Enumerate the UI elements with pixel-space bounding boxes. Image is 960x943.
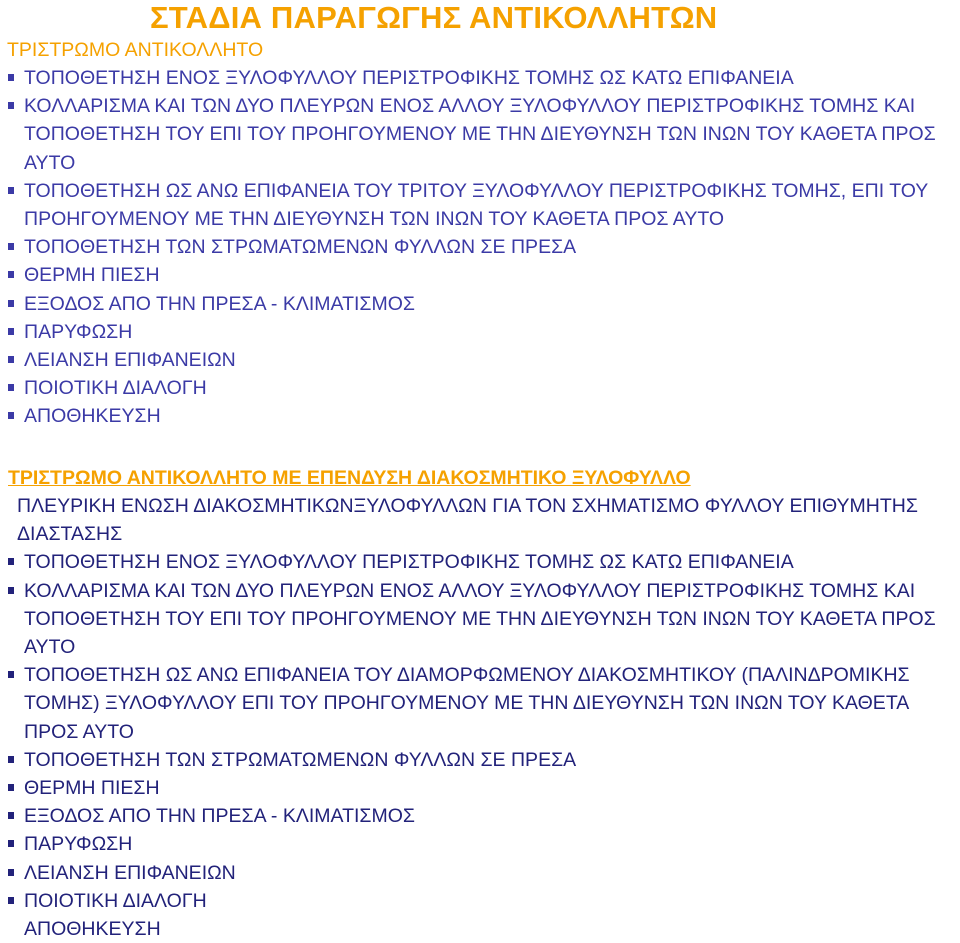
square-bullet-icon [8,784,14,791]
list-item: ΚΟΛΛΑΡΙΣΜΑ ΚΑΙ ΤΩΝ ΔΥΟ ΠΛΕΥΡΩΝ ΕΝΟΣ ΑΛΛΟΥ ΞΥΛΟΦΥΛΛΟΥ ΠΕΡΙΣΤΡΟΦΙΚΗΣ ΤΟΜΗΣ ΚΑΙ ΤΟΠΟΘΕΤΗΣΗ ΤΟΥ ΕΠΙ ΤΟΥ ΠΡΟΗΓΟΥΜΕΝΟΥ ΜΕ ΤΗΝ ΔΙΕΥΘΥΝΣΗ ΤΩΝ ΙΝΩΝ ΤΟΥ ΚΑΘΕΤΑ ΠΡΟΣ ΑΥΤΟ [7,92,957,177]
square-bullet-icon [8,869,14,876]
list-item: ΤΟΠΟΘΕΤΗΣΗ ΤΩΝ ΣΤΡΩΜΑΤΩΜΕΝΩΝ ΦΥΛΛΩΝ ΣΕ ΠΡΕΣΑ [7,746,957,774]
square-bullet-icon [8,271,14,278]
list-item: ΠΑΡΥΦΩΣΗ [7,318,957,346]
square-bullet-icon [8,328,14,335]
list-item: ΕΞΟΔΟΣ ΑΠΟ ΤΗΝ ΠΡΕΣΑ - ΚΛΙΜΑΤΙΣΜΟΣ [7,802,957,830]
square-bullet-icon [8,243,14,250]
square-bullet-icon [8,812,14,819]
page-title: ΣΤΑΔΙΑ ΠΑΡΑΓΩΓΗΣ ΑΝΤΙΚΟΛΛΗΤΩΝ [150,0,718,35]
square-bullet-icon [8,587,14,594]
list-item: ΘΕΡΜΗ ΠΙΕΣΗ [7,261,957,289]
square-bullet-icon [8,384,14,391]
list-item: ΛΕΙΑΝΣΗ ΕΠΙΦΑΝΕΙΩΝ [7,859,957,887]
square-bullet-icon [8,187,14,194]
square-bullet-icon [8,102,14,109]
section-plain-plywood [7,36,957,431]
square-bullet-icon [8,897,14,904]
square-bullet-icon [8,756,14,763]
list-item: ΘΕΡΜΗ ΠΙΕΣΗ [7,774,957,802]
list-item: ΠΑΡΥΦΩΣΗ [7,830,957,858]
list-item: ΕΞΟΔΟΣ ΑΠΟ ΤΗΝ ΠΡΕΣΑ - ΚΛΙΜΑΤΙΣΜΟΣ [7,290,957,318]
section-heading: ΤΡΙΣΤΡΩΜΟ ΑΝΤΙΚΟΛΛΗΤΟ [7,39,264,61]
list-item: ΠΟΙΟΤΙΚΗ ΔΙΑΛΟΓΗ [7,887,957,915]
square-bullet-icon [8,356,14,363]
list-item: ΤΟΠΟΘΕΤΗΣΗ ΕΝΟΣ ΞΥΛΟΦΥΛΛΟΥ ΠΕΡΙΣΤΡΟΦΙΚΗΣ ΤΟΜΗΣ ΩΣ ΚΑΤΩ ΕΠΙΦΑΝΕΙΑ [7,548,957,576]
list-item: ΤΟΠΟΘΕΤΗΣΗ ΩΣ ΑΝΩ ΕΠΙΦΑΝΕΙΑ ΤΟΥ ΔΙΑΜΟΡΦΩΜΕΝΟΥ ΔΙΑΚΟΣΜΗΤΙΚΟΥ (ΠΑΛΙΝΔΡΟΜΙΚΗΣ ΤΟΜΗΣ) ΞΥΛΟΦΥΛΛΟΥ ΕΠΙ ΤΟΥ ΠΡΟΗΓΟΥΜΕΝΟΥ ΜΕ ΤΗΝ ΔΙΕΥΘΥΝΣΗ ΤΩΝ ΙΝΩΝ ΤΟΥ ΚΑΘΕΤΑ ΠΡΟΣ ΑΥΤΟ [7,661,957,746]
list-item: ΤΟΠΟΘΕΤΗΣΗ ΤΩΝ ΣΤΡΩΜΑΤΩΜΕΝΩΝ ΦΥΛΛΩΝ ΣΕ ΠΡΕΣΑ [7,233,957,261]
list-item: ΑΠΟΘΗΚΕΥΣΗ [7,402,957,430]
square-bullet-icon [8,840,14,847]
section-intro: ΠΛΕΥΡΙΚΗ ΕΝΩΣΗ ΔΙΑΚΟΣΜΗΤΙΚΩΝΞΥΛΟΦΥΛΛΩΝ ΓΙΑ ΤΟΝ ΣΧΗΜΑΤΙΣΜΟ ΦΥΛΛΟΥ ΕΠΙΘΥΜΗΤΗΣ ΔΙΑΣΤΑΣΗΣ [17,495,918,546]
square-bullet-icon [8,412,14,419]
square-bullet-icon [8,671,14,678]
list-item: ΑΠΟΘΗΚΕΥΣΗ [24,918,161,941]
list-item: ΠΟΙΟΤΙΚΗ ΔΙΑΛΟΓΗ [7,374,957,402]
list-item: ΤΟΠΟΘΕΤΗΣΗ ΩΣ ΑΝΩ ΕΠΙΦΑΝΕΙΑ ΤΟΥ ΤΡΙΤΟΥ ΞΥΛΟΦΥΛΛΟΥ ΠΕΡΙΣΤΡΟΦΙΚΗΣ ΤΟΜΗΣ, ΕΠΙ ΤΟΥ ΠΡΟΗΓΟΥΜΕΝΟΥ ΜΕ ΤΗΝ ΔΙΕΥΘΥΝΣΗ ΤΩΝ ΙΝΩΝ ΤΟΥ ΚΑΘΕΤΑ ΠΡΟΣ ΑΥΤΟ [7,177,957,233]
square-bullet-icon [8,558,14,565]
square-bullet-icon [8,300,14,307]
list-item: ΤΟΠΟΘΕΤΗΣΗ ΕΝΟΣ ΞΥΛΟΦΥΛΛΟΥ ΠΕΡΙΣΤΡΟΦΙΚΗΣ ΤΟΜΗΣ ΩΣ ΚΑΤΩ ΕΠΙΦΑΝΕΙΑ [7,64,957,92]
list-item: ΛΕΙΑΝΣΗ ΕΠΙΦΑΝΕΙΩΝ [7,346,957,374]
section-heading: ΤΡΙΣΤΡΩΜΟ ΑΝΤΙΚΟΛΛΗΤΟ ΜΕ ΕΠΕΝΔΥΣΗ ΔΙΑΚΟΣΜΗΤΙΚΟ ΞΥΛΟΦΥΛΛΟ [8,467,691,489]
square-bullet-icon [8,74,14,81]
list-item: ΚΟΛΛΑΡΙΣΜΑ ΚΑΙ ΤΩΝ ΔΥΟ ΠΛΕΥΡΩΝ ΕΝΟΣ ΑΛΛΟΥ ΞΥΛΟΦΥΛΛΟΥ ΠΕΡΙΣΤΡΟΦΙΚΗΣ ΤΟΜΗΣ ΚΑΙ ΤΟΠΟΘΕΤΗΣΗ ΤΟΥ ΕΠΙ ΤΟΥ ΠΡΟΗΓΟΥΜΕΝΟΥ ΜΕ ΤΗΝ ΔΙΕΥΘΥΝΣΗ ΤΩΝ ΙΝΩΝ ΤΟΥ ΚΑΘΕΤΑ ΠΡΟΣ ΑΥΤΟ [7,577,957,662]
section-decorative-veneer [7,464,957,943]
